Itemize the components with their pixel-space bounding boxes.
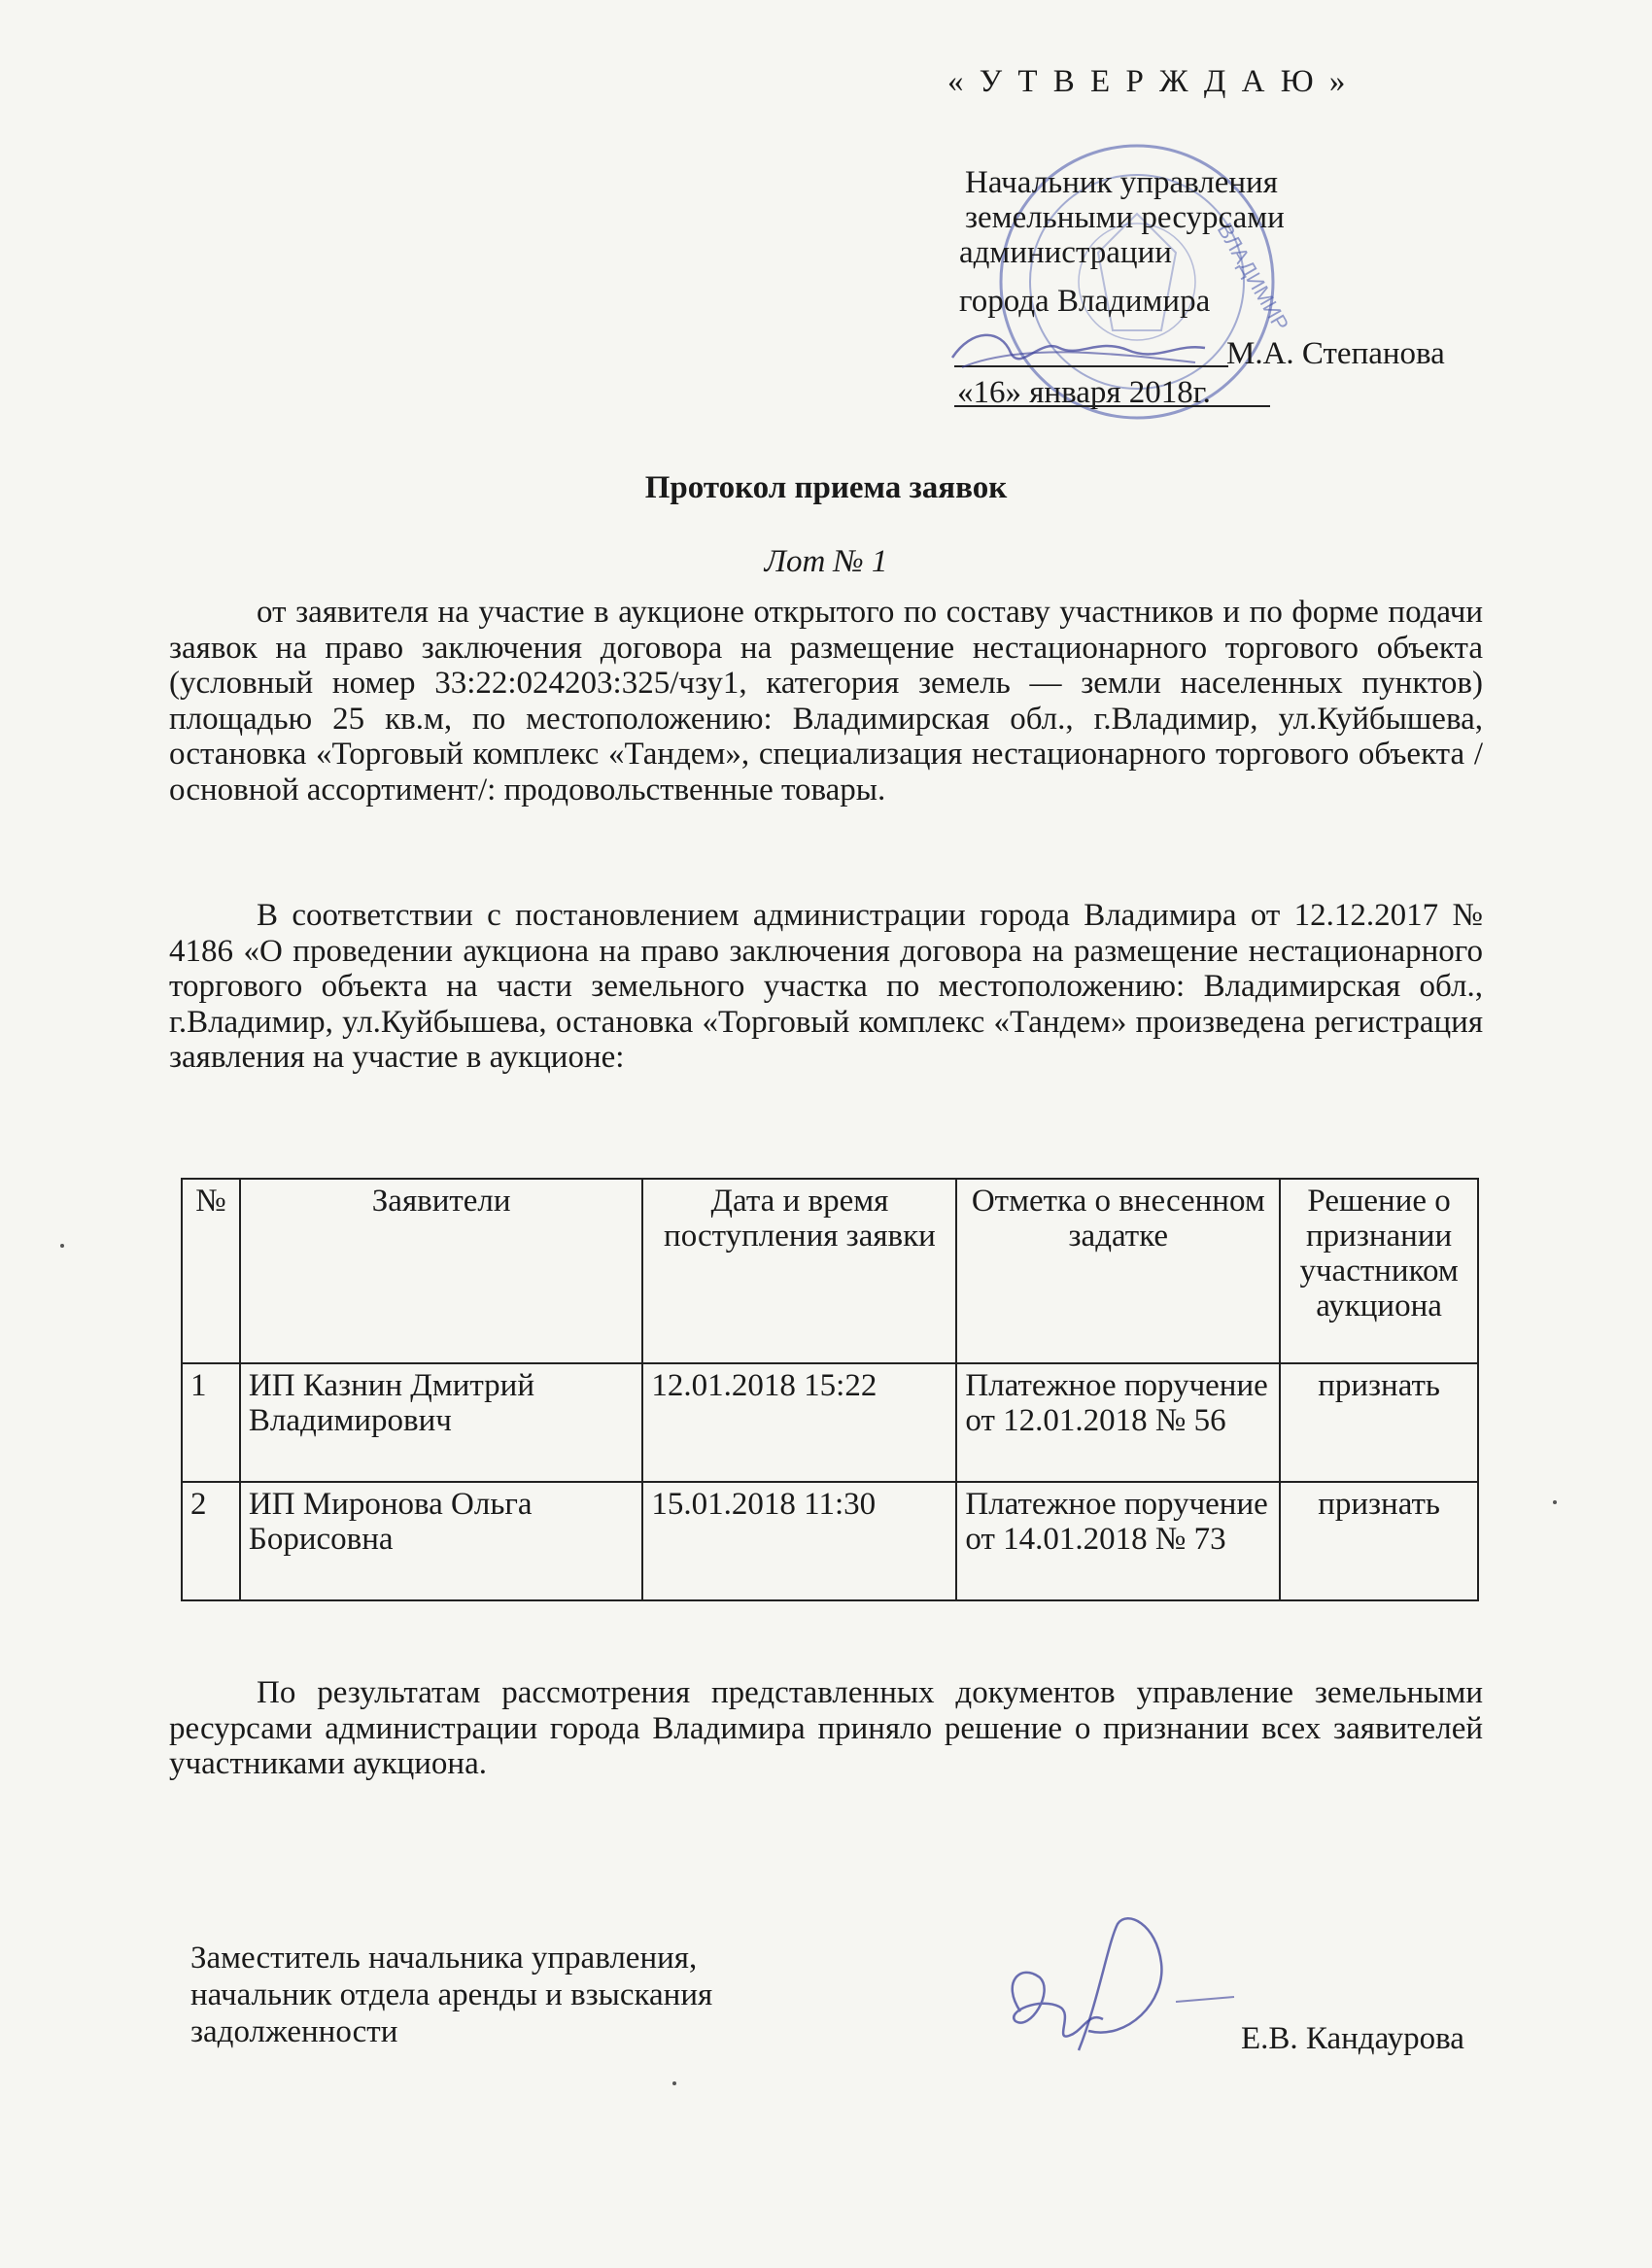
- approver-position-line-3: администрации: [959, 235, 1172, 270]
- table-row: [182, 1363, 1478, 1482]
- document-title: Протокол приема заявок: [644, 470, 1008, 505]
- approver-position-line-1: Начальник управления: [965, 165, 1278, 200]
- signer-role-line-3: задолженности: [190, 2014, 398, 2049]
- signer-name: Е.В. Кандаурова: [1241, 2021, 1464, 2056]
- row-deposit: Платежное поручение от 14.01.2018 № 73: [956, 1482, 1280, 1600]
- signer-signature: [962, 1905, 1244, 2070]
- approval-date-underline: [954, 405, 1270, 407]
- signer-role-line-2: начальник отдела аренды и взыскания: [190, 1977, 713, 2012]
- row-datetime: 12.01.2018 15:22: [642, 1363, 956, 1482]
- registration-paragraph: В соответствии с постановлением администрации города Владимира от 12.12.2017 № 4186 «О проведении аукциона на право заключения договора на размещение нестационарного торгового объекта на части земельного участка по местоположению: Владимирская обл., г.Владимир, ул.Куйбышева, остановка «Торговый комплекс «Тандем» произведена регистрация заявления на участие в аукционе:: [169, 898, 1483, 1075]
- approver-position-line-2: земельными ресурсами: [965, 200, 1285, 235]
- scan-speck: [60, 1244, 64, 1248]
- approval-date: «16» января 2018г.: [957, 375, 1211, 410]
- header-deposit: Отметка о внесенном задатке: [956, 1179, 1280, 1363]
- table-row: [182, 1482, 1478, 1600]
- lot-number: Лот № 1: [764, 544, 888, 579]
- scan-speck: [1553, 1500, 1557, 1504]
- approver-position-line-4: города Владимира: [959, 284, 1211, 319]
- row-deposit: Платежное поручение от 12.01.2018 № 56: [956, 1363, 1280, 1482]
- header-num: №: [182, 1179, 240, 1363]
- row-decision: признать: [1280, 1363, 1478, 1482]
- row-num: 2: [182, 1482, 240, 1600]
- row-applicant: ИП Казнин Дмитрий Владимирович: [240, 1363, 643, 1482]
- applicants-table: [181, 1178, 1479, 1601]
- svg-text:ВЛАДИМИР: ВЛАДИМИР: [1212, 219, 1294, 335]
- row-num: 1: [182, 1363, 240, 1482]
- signer-role-line-1: Заместитель начальника управления,: [190, 1941, 698, 1976]
- row-decision: признать: [1280, 1482, 1478, 1600]
- header-datetime: Дата и время поступления заявки: [642, 1179, 956, 1363]
- header-decision: Решение о признании участником аукциона: [1280, 1179, 1478, 1363]
- approver-name: М.А. Степанова: [1226, 336, 1445, 371]
- decision-paragraph: По результатам рассмотрения представленных документов управление земельными ресурсами администрации города Владимира приняло решение о признании всех заявителей участниками аукциона.: [169, 1675, 1483, 1781]
- lot-description-paragraph: от заявителя на участие в аукционе открытого по составу участников и по форме подачи заявок на право заключения договора на размещение нестационарного торгового объекта (условный номер 33:22:024203:325/чзу1, категория земель — земли населенных пунктов) площадью 25 кв.м, по местоположению: Владимирская обл., г.Владимир, ул.Куйбышева, остановка «Торговый комплекс «Тандем», специализация нестационарного торгового объекта /основной ассортимент/: продовольственные товары.: [169, 595, 1483, 808]
- header-applicants: Заявители: [240, 1179, 643, 1363]
- signer-role: [190, 1940, 712, 2050]
- table-header-row: [182, 1179, 1478, 1363]
- row-applicant: ИП Миронова Ольга Борисовна: [240, 1482, 643, 1600]
- scan-speck: [672, 2081, 676, 2085]
- approval-heading: « У Т В Е Р Ж Д А Ю »: [947, 64, 1350, 99]
- row-datetime: 15.01.2018 11:30: [642, 1482, 956, 1600]
